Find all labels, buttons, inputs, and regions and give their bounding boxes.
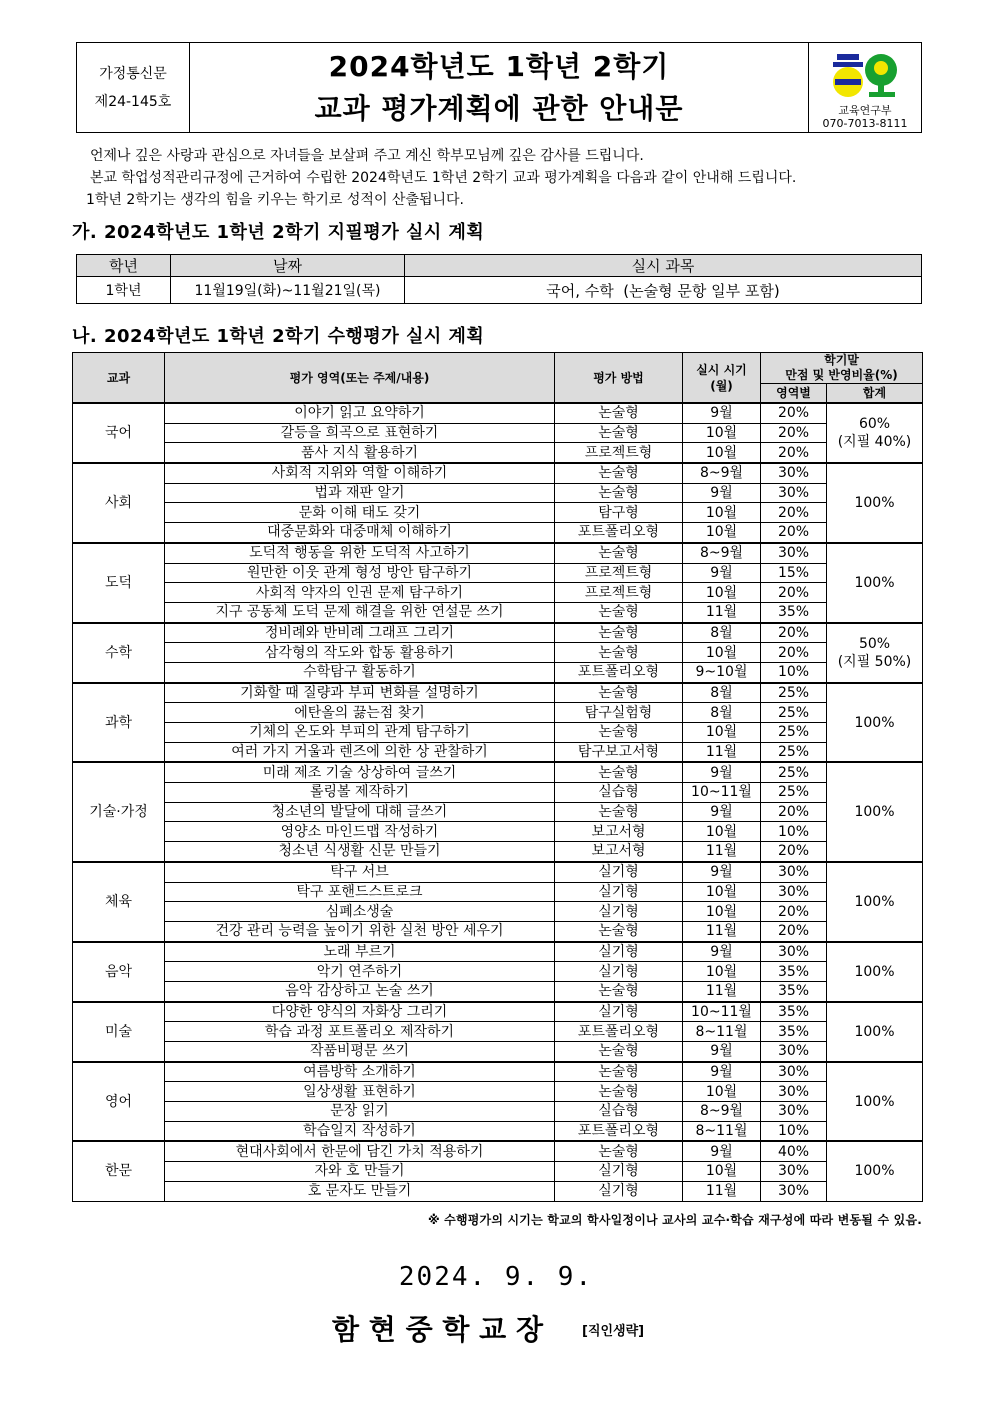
cell-area: 사회적 약자의 인권 문제 탐구하기 [165, 583, 555, 603]
table-row [73, 503, 923, 523]
cell-area: 문장 읽기 [165, 1102, 555, 1122]
cell-ratio: 35% [761, 1002, 827, 1022]
cell-ratio: 30% [761, 543, 827, 563]
table-row [73, 762, 923, 782]
table-row [73, 1022, 923, 1042]
header-area: 평가 영역(또는 주제/내용) [165, 353, 555, 404]
cell-ratio: 35% [761, 962, 827, 982]
cell-area: 작품비평문 쓰기 [165, 1042, 555, 1062]
table-row [73, 403, 923, 423]
cell-ratio: 20% [761, 802, 827, 822]
cell-ratio: 25% [761, 742, 827, 762]
cell-subject: 과학 [73, 683, 165, 763]
cell-method: 실습형 [555, 783, 683, 803]
cell-total: 60% (지필 40%) [827, 403, 923, 463]
table-row [73, 703, 923, 723]
cell-method: 논술형 [555, 921, 683, 941]
cell-subject: 미술 [73, 1002, 165, 1062]
cell-method: 프로젝트형 [555, 583, 683, 603]
cell-ratio: 20% [761, 842, 827, 862]
cell-total: 100% [827, 543, 923, 623]
cell-method: 실기형 [555, 942, 683, 962]
cell-ratio: 30% [761, 1062, 827, 1082]
cell-area: 건강 관리 능력을 높이기 위한 실천 방안 세우기 [165, 921, 555, 941]
cell-ratio: 20% [761, 503, 827, 523]
cell-time: 10월 [683, 962, 761, 982]
table-row [73, 662, 923, 682]
eval-table-body [73, 403, 923, 1201]
table-row [73, 443, 923, 463]
cell-method: 포트폴리오형 [555, 662, 683, 682]
cell-ratio: 20% [761, 921, 827, 941]
change-note: ※ 수행평가의 시기는 학교의 학사일정이나 교사의 교수·학습 재구성에 따라 변동될 수 있음. [427, 1213, 922, 1227]
cell-method: 논술형 [555, 403, 683, 423]
cell-time: 11월 [683, 842, 761, 862]
table-row [73, 1181, 923, 1201]
cell-ratio: 25% [761, 683, 827, 703]
cell-time: 11월 [683, 981, 761, 1001]
table-row [73, 643, 923, 663]
cell-method: 논술형 [555, 483, 683, 503]
cell-ratio: 30% [761, 862, 827, 882]
cell-ratio: 30% [761, 1082, 827, 1102]
table-row [73, 602, 923, 622]
cell-area: 호 문자도 만들기 [165, 1181, 555, 1201]
cell-ratio: 20% [761, 403, 827, 423]
cell-time: 11월 [683, 1181, 761, 1201]
cell-area: 악기 연주하기 [165, 962, 555, 982]
school-logo-icon [829, 50, 901, 100]
table-row [73, 1162, 923, 1182]
seal-omitted: [직인생략] [582, 1324, 645, 1339]
table-row [73, 981, 923, 1001]
cell-total: 100% [827, 1002, 923, 1062]
cell-area: 노래 부르기 [165, 942, 555, 962]
table-row [73, 1042, 923, 1062]
cell-method: 실기형 [555, 882, 683, 902]
cell-time: 9월 [683, 802, 761, 822]
cell-area: 정비례와 반비례 그래프 그리기 [165, 623, 555, 643]
cell-time: 10월 [683, 583, 761, 603]
cell-method: 실기형 [555, 1002, 683, 1022]
cell-ratio: 25% [761, 783, 827, 803]
table-row [73, 683, 923, 703]
cell-area: 수학탐구 활동하기 [165, 662, 555, 682]
cell-time: 10~11월 [683, 1002, 761, 1022]
table-row [73, 583, 923, 603]
cell-subject: 국어 [73, 403, 165, 463]
cell-time: 10월 [683, 1162, 761, 1182]
cell-time: 9월 [683, 1042, 761, 1062]
header-grade: 학년 [77, 255, 171, 277]
cell-ratio: 35% [761, 1022, 827, 1042]
cell-area: 음악 감상하고 논술 쓰기 [165, 981, 555, 1001]
cell-method: 실습형 [555, 1102, 683, 1122]
cell-method: 실기형 [555, 1162, 683, 1182]
header-subject: 교과 [73, 353, 165, 404]
cell-ratio: 30% [761, 1042, 827, 1062]
cell-time: 8~11월 [683, 1121, 761, 1141]
page-title [190, 43, 808, 132]
doc-number: 제24-145호 [94, 93, 172, 110]
table-row [73, 623, 923, 643]
cell-ratio: 35% [761, 981, 827, 1001]
cell-time: 9월 [683, 762, 761, 782]
cell-method: 논술형 [555, 723, 683, 743]
cell-area: 청소년 식생활 신문 만들기 [165, 842, 555, 862]
cell-time: 10월 [683, 723, 761, 743]
title-line2: 교과 평가계획에 관한 안내문 [314, 91, 684, 125]
cell-time: 8월 [683, 703, 761, 723]
cell-time: 10월 [683, 423, 761, 443]
cell-time: 10월 [683, 902, 761, 922]
cell-time: 10월 [683, 503, 761, 523]
cell-area: 에탄올의 끓는점 찾기 [165, 703, 555, 723]
cell-total: 100% [827, 683, 923, 763]
cell-method: 실기형 [555, 1181, 683, 1201]
cell-method: 논술형 [555, 643, 683, 663]
performance-eval-table [72, 352, 923, 1202]
cell-area: 지구 공동체 도덕 문제 해결을 위한 연설문 쓰기 [165, 602, 555, 622]
header-box [76, 42, 922, 133]
intro-line-2: 본교 학업성적관리규정에 근거하여 수립한 2024학년도 1학년 2학기 교과 평가계획을 다음과 같이 안내해 드립니다. [90, 170, 797, 186]
cell-subject: 영어 [73, 1062, 165, 1142]
cell-grade: 1학년 [77, 277, 171, 304]
cell-total: 50% (지필 50%) [827, 623, 923, 683]
cell-ratio: 15% [761, 563, 827, 583]
cell-area: 청소년의 발달에 대해 글쓰기 [165, 802, 555, 822]
cell-area: 현대사회에서 한문에 담긴 가치 적용하기 [165, 1141, 555, 1161]
table-row [73, 463, 923, 483]
cell-method: 실기형 [555, 962, 683, 982]
cell-time: 11월 [683, 602, 761, 622]
cell-area: 학습 과정 포트폴리오 제작하기 [165, 1022, 555, 1042]
cell-ratio: 30% [761, 1181, 827, 1201]
cell-subject: 한문 [73, 1141, 165, 1201]
cell-subject: 음악 [73, 942, 165, 1002]
cell-area: 여러 가지 거울과 렌즈에 의한 상 관찰하기 [165, 742, 555, 762]
cell-date: 11월19일(화)~11월21일(목) [171, 277, 405, 304]
cell-area: 자와 호 만들기 [165, 1162, 555, 1182]
cell-method: 프로젝트형 [555, 443, 683, 463]
written-exam-table [76, 254, 922, 304]
cell-area: 원만한 이웃 관계 형성 방안 탐구하기 [165, 563, 555, 583]
cell-ratio: 30% [761, 1162, 827, 1182]
cell-method: 보고서형 [555, 822, 683, 842]
cell-method: 프로젝트형 [555, 563, 683, 583]
cell-time: 9월 [683, 483, 761, 503]
cell-area: 롤링볼 제작하기 [165, 783, 555, 803]
principal-name: 함 현 중 학 교 장 [332, 1313, 544, 1346]
cell-ratio: 10% [761, 1121, 827, 1141]
cell-method: 논술형 [555, 802, 683, 822]
table-row [73, 1121, 923, 1141]
table-row [73, 1002, 923, 1022]
table-row [73, 802, 923, 822]
cell-area: 여름방학 소개하기 [165, 1062, 555, 1082]
cell-time: 9월 [683, 942, 761, 962]
cell-area: 기화할 때 질량과 부피 변화를 설명하기 [165, 683, 555, 703]
cell-time: 11월 [683, 921, 761, 941]
header-method: 평가 방법 [555, 353, 683, 404]
cell-ratio: 25% [761, 762, 827, 782]
cell-time: 10월 [683, 523, 761, 543]
cell-area: 도덕적 행동을 위한 도덕적 사고하기 [165, 543, 555, 563]
cell-ratio: 20% [761, 623, 827, 643]
title-line1: 2024학년도 1학년 2학기 [328, 49, 670, 83]
cell-area: 탁구 서브 [165, 862, 555, 882]
cell-time: 9월 [683, 563, 761, 583]
cell-method: 탐구보고서형 [555, 742, 683, 762]
cell-method: 논술형 [555, 981, 683, 1001]
cell-time: 8월 [683, 623, 761, 643]
section1-title: 가. 2024학년도 1학년 2학기 지필평가 실시 계획 [72, 222, 485, 243]
dept-info [808, 43, 921, 132]
table-row [73, 942, 923, 962]
table-row [73, 1141, 923, 1161]
table-row [73, 862, 923, 882]
cell-ratio: 25% [761, 723, 827, 743]
cell-method: 논술형 [555, 683, 683, 703]
cell-ratio: 40% [761, 1141, 827, 1161]
cell-method: 보고서형 [555, 842, 683, 862]
cell-method: 실기형 [555, 862, 683, 882]
cell-ratio: 30% [761, 942, 827, 962]
cell-area: 다양한 양식의 자화상 그리기 [165, 1002, 555, 1022]
cell-ratio: 20% [761, 583, 827, 603]
cell-time: 9월 [683, 403, 761, 423]
cell-ratio: 10% [761, 662, 827, 682]
cell-area: 학습일지 작성하기 [165, 1121, 555, 1141]
cell-area: 미래 제조 기술 상상하여 글쓰기 [165, 762, 555, 782]
cell-method: 논술형 [555, 423, 683, 443]
table-row [73, 423, 923, 443]
cell-ratio: 20% [761, 443, 827, 463]
cell-subject: 기술·가정 [73, 762, 165, 861]
table-row [73, 902, 923, 922]
cell-area: 이야기 읽고 요약하기 [165, 403, 555, 423]
cell-time: 9월 [683, 862, 761, 882]
cell-method: 논술형 [555, 543, 683, 563]
table-row [73, 822, 923, 842]
section2-title: 나. 2024학년도 1학년 2학기 수행평가 실시 계획 [72, 326, 485, 347]
header-time: 실시 시기 (월) [683, 353, 761, 404]
table-row [73, 523, 923, 543]
cell-time: 10월 [683, 643, 761, 663]
table-row [73, 483, 923, 503]
cell-time: 10월 [683, 882, 761, 902]
table-row [73, 742, 923, 762]
dept-phone: 070-7013-8111 [822, 117, 908, 130]
intro-line-1: 언제나 깊은 사랑과 관심으로 자녀들을 보살펴 주고 계신 학부모님께 깊은 감사를 드립니다. [90, 148, 644, 164]
header-subjects: 실시 과목 [405, 255, 922, 277]
cell-area: 기체의 온도와 부피의 관계 탐구하기 [165, 723, 555, 743]
table-row [73, 563, 923, 583]
cell-time: 9~10월 [683, 662, 761, 682]
cell-ratio: 10% [761, 822, 827, 842]
header-total: 합계 [827, 384, 923, 404]
cell-area: 영양소 마인드맵 작성하기 [165, 822, 555, 842]
intro-line-3: 1학년 2학기는 생각의 힘을 키우는 학기로 성적이 산출됩니다. [86, 192, 464, 208]
cell-method: 논술형 [555, 602, 683, 622]
cell-total: 100% [827, 463, 923, 543]
cell-time: 10~11월 [683, 783, 761, 803]
cell-method: 실기형 [555, 902, 683, 922]
cell-method: 논술형 [555, 1082, 683, 1102]
cell-total: 100% [827, 762, 923, 861]
header-ratio: 학기말 만점 및 반영비율(%) [761, 353, 923, 384]
cell-time: 8~9월 [683, 1102, 761, 1122]
table-row [73, 842, 923, 862]
cell-total: 100% [827, 1141, 923, 1201]
cell-time: 9월 [683, 1141, 761, 1161]
cell-area: 문화 이해 태도 갖기 [165, 503, 555, 523]
header-date: 날짜 [171, 255, 405, 277]
cell-method: 논술형 [555, 463, 683, 483]
cell-method: 포트폴리오형 [555, 523, 683, 543]
header-by-area: 영역별 [761, 384, 827, 404]
cell-total: 100% [827, 942, 923, 1002]
table-row [73, 921, 923, 941]
cell-area: 품사 지식 활용하기 [165, 443, 555, 463]
cell-method: 포트폴리오형 [555, 1121, 683, 1141]
cell-method: 포트폴리오형 [555, 1022, 683, 1042]
cell-subject: 도덕 [73, 543, 165, 623]
cell-ratio: 30% [761, 882, 827, 902]
doc-info [77, 43, 190, 132]
cell-area: 탁구 포핸드스트로크 [165, 882, 555, 902]
table-row [73, 882, 923, 902]
cell-ratio: 30% [761, 483, 827, 503]
issue-date: 2024. 9. 9. [398, 1262, 594, 1292]
cell-area: 대중문화와 대중매체 이해하기 [165, 523, 555, 543]
cell-ratio: 20% [761, 523, 827, 543]
cell-time: 10월 [683, 443, 761, 463]
table-row [73, 1082, 923, 1102]
cell-ratio: 20% [761, 643, 827, 663]
cell-method: 논술형 [555, 1141, 683, 1161]
table-row [73, 723, 923, 743]
cell-time: 8~11월 [683, 1022, 761, 1042]
cell-method: 논술형 [555, 762, 683, 782]
cell-area: 심폐소생술 [165, 902, 555, 922]
cell-method: 탐구실험형 [555, 703, 683, 723]
cell-method: 탐구형 [555, 503, 683, 523]
cell-method: 논술형 [555, 1062, 683, 1082]
cell-subject: 사회 [73, 463, 165, 543]
table-row [73, 1102, 923, 1122]
cell-method: 논술형 [555, 1042, 683, 1062]
cell-ratio: 30% [761, 463, 827, 483]
table-row [73, 783, 923, 803]
dept-name: 교육연구부 [838, 104, 892, 117]
cell-method: 논술형 [555, 623, 683, 643]
cell-ratio: 30% [761, 1102, 827, 1122]
cell-ratio: 25% [761, 703, 827, 723]
cell-area: 법과 재판 알기 [165, 483, 555, 503]
cell-subject: 수학 [73, 623, 165, 683]
cell-ratio: 20% [761, 423, 827, 443]
cell-time: 11월 [683, 742, 761, 762]
cell-area: 삼각형의 작도와 합동 활용하기 [165, 643, 555, 663]
cell-subject: 체육 [73, 862, 165, 942]
cell-total: 100% [827, 1062, 923, 1142]
cell-time: 9월 [683, 1062, 761, 1082]
cell-area: 사회적 지위와 역할 이해하기 [165, 463, 555, 483]
cell-subjects: 국어, 수학 (논술형 문항 일부 포함) [405, 277, 922, 304]
cell-area: 일상생활 표현하기 [165, 1082, 555, 1102]
doc-type: 가정통신문 [99, 65, 167, 82]
table-row [73, 543, 923, 563]
cell-time: 8월 [683, 683, 761, 703]
cell-time: 8~9월 [683, 543, 761, 563]
cell-area: 갈등을 희곡으로 표현하기 [165, 423, 555, 443]
cell-total: 100% [827, 862, 923, 942]
cell-time: 8~9월 [683, 463, 761, 483]
cell-time: 10월 [683, 1082, 761, 1102]
cell-time: 10월 [683, 822, 761, 842]
cell-ratio: 20% [761, 902, 827, 922]
table-row [73, 1062, 923, 1082]
table-row [73, 962, 923, 982]
cell-ratio: 35% [761, 602, 827, 622]
